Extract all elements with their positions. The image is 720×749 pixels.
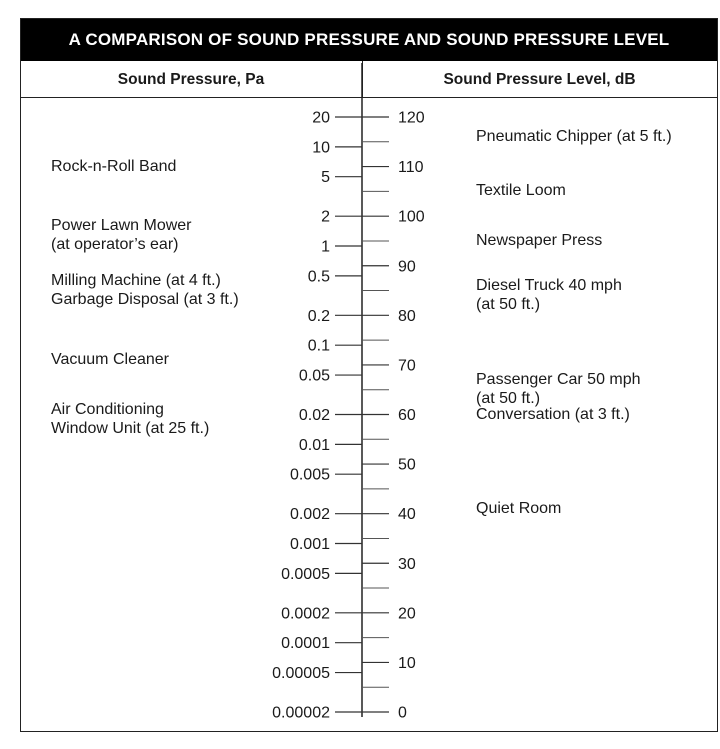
pressure-tick-label: 0.00005 [272,665,330,683]
level-tick-label: 0 [398,704,407,722]
left-source-line: (at operator’s ear) [51,236,179,254]
level-tick-label: 30 [398,555,416,573]
left-source [51,271,221,290]
left-source-line: Garbage Disposal (at 3 ft.) [51,291,239,309]
table-title: A COMPARISON OF SOUND PRESSURE AND SOUND PRESSURE LEVEL [21,19,717,61]
pressure-tick-label: 0.002 [289,506,330,524]
pressure-tick-label: 0.001 [289,536,330,554]
comparison-table [20,18,718,732]
right-source [476,276,622,314]
right-source-line: (at 50 ft.) [476,389,541,407]
level-tick-label: 100 [398,208,425,226]
right-source-line: Newspaper Press [476,231,603,249]
pressure-tick-label: 0.0002 [281,605,330,623]
level-tick-label: 40 [398,506,416,524]
right-source [476,181,566,200]
header-sound-pressure-level: Sound Pressure Level, dB [443,71,636,88]
level-tick-label: 70 [398,357,416,375]
pressure-tick-label: 1 [321,238,330,256]
right-source [476,405,630,424]
pressure-tick-label: 0.005 [289,466,330,484]
pressure-tick-label: 0.2 [307,307,330,325]
right-source-line: Diesel Truck 40 mph [476,276,622,294]
right-source [476,231,602,250]
right-source-line: Quiet Room [476,499,562,517]
left-source [51,157,176,176]
level-tick-label: 80 [398,307,416,325]
left-source [51,350,169,369]
pressure-tick-label: 0.00002 [272,704,330,722]
right-source-line: Conversation (at 3 ft.) [476,405,630,423]
left-source [51,400,209,438]
pressure-tick-label: 20 [312,109,330,127]
pressure-tick-label: 0.05 [298,367,330,385]
right-source [476,370,641,408]
pressure-tick-label: 0.0001 [281,635,330,653]
right-source-line: (at 50 ft.) [476,295,541,313]
left-source [51,290,239,309]
pressure-tick-label: 10 [312,139,330,157]
pressure-tick-label: 0.01 [298,436,330,454]
left-source-line: Vacuum Cleaner [51,350,169,368]
left-source-line: Power Lawn Mower [51,217,192,235]
level-tick-label: 50 [398,456,416,474]
pressure-tick-label: 0.02 [298,407,330,424]
left-source-line: Window Unit (at 25 ft.) [51,419,210,437]
level-tick-label: 10 [398,654,416,672]
header-sound-pressure: Sound Pressure, Pa [117,71,265,88]
pressure-tick-label: 2 [321,208,330,226]
level-tick-label: 90 [398,258,416,276]
right-source-line: Textile Loom [476,182,566,200]
level-tick-label: 20 [398,605,416,623]
right-source-line: Pneumatic Chipper (at 5 ft.) [476,127,672,145]
left-source-line: Milling Machine (at 4 ft.) [51,271,221,289]
right-source [476,127,672,146]
right-source-line: Passenger Car 50 mph [476,370,641,388]
pressure-tick-label: 0.0005 [281,565,330,583]
level-tick-label: 120 [398,109,425,127]
level-tick-label: 60 [398,407,416,424]
pressure-tick-label: 0.1 [307,337,330,355]
right-source [476,499,561,518]
left-source-line: Rock-n-Roll Band [51,157,177,175]
pressure-tick-label: 5 [321,169,330,187]
left-source [51,216,192,254]
pressure-tick-label: 0.5 [307,268,330,286]
left-source-line: Air Conditioning [51,400,164,418]
level-tick-label: 110 [398,159,424,177]
